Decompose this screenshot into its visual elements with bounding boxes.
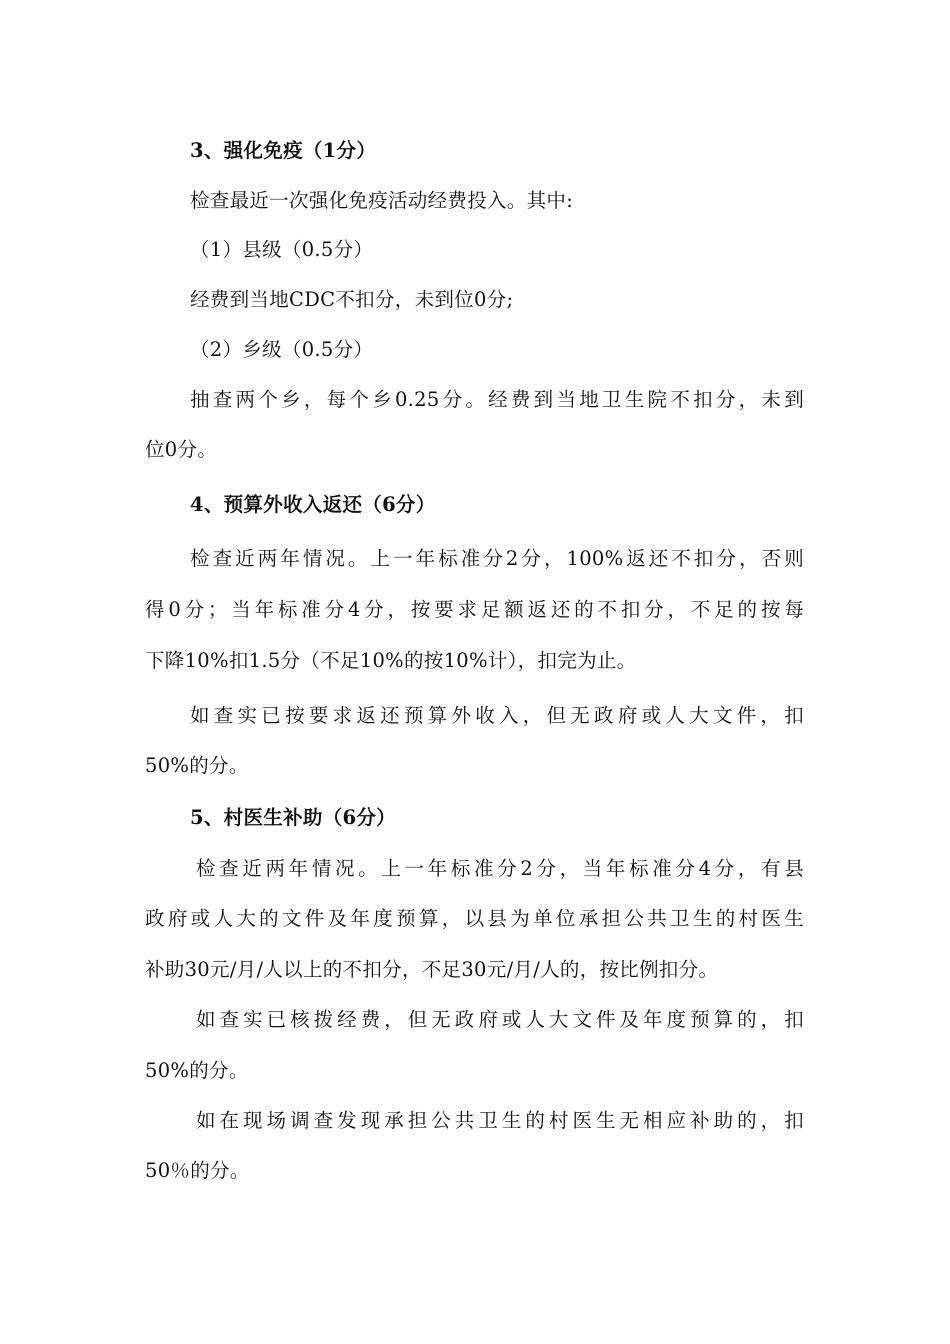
- section-3-line-2: （1）县级（0.5分）: [190, 238, 374, 261]
- section-5-line-1: 检查近两年情况。上一年标准分2分，当年标准分4分，有县: [196, 857, 804, 880]
- section-3-line-6: 位0分。: [145, 438, 218, 461]
- section-3-line-4: （2）乡级（0.5分）: [190, 338, 374, 361]
- section-5-line-5: 50%的分。: [145, 1059, 249, 1082]
- section-4-line-5: 50%的分。: [145, 754, 249, 777]
- section-5-line-7: 50％的分。: [145, 1159, 250, 1182]
- section-4-line-2: 得0分；当年标准分4分，按要求足额返还的不扣分，不足的按每: [145, 598, 804, 621]
- section-5-line-2: 政府或人大的文件及年度预算，以县为单位承担公共卫生的村医生: [145, 907, 804, 930]
- section-3-line-5: 抽查两个乡，每个乡0.25分。经费到当地卫生院不扣分，未到: [190, 388, 804, 411]
- section-5-line-4: 如查实已核拨经费，但无政府或人大文件及年度预算的，扣: [196, 1008, 804, 1031]
- section-3-line-1: 检查最近一次强化免疫活动经费投入。其中:: [190, 189, 574, 212]
- section-4-line-3: 下降10%扣1.5分（不足10%的按10%计），扣完为止。: [145, 649, 637, 672]
- section-4-heading: 4、预算外收入返还（6分）: [190, 493, 436, 516]
- section-5-heading: 5、村医生补助（6分）: [190, 806, 396, 829]
- section-5-line-3: 补助30元/月/人以上的不扣分，不足30元/月/人的，按比例扣分。: [145, 958, 719, 981]
- section-3-line-3: 经费到当地CDC不扣分，未到位0分;: [190, 288, 514, 311]
- section-4-line-4: 如查实已按要求返还预算外收入，但无政府或人大文件，扣: [190, 704, 804, 727]
- section-4-line-1: 检查近两年情况。上一年标准分2分，100%返还不扣分，否则: [190, 547, 804, 570]
- section-5-line-6: 如在现场调查发现承担公共卫生的村医生无相应补助的，扣: [196, 1109, 804, 1132]
- section-3-heading: 3、强化免疫（1分）: [190, 139, 377, 162]
